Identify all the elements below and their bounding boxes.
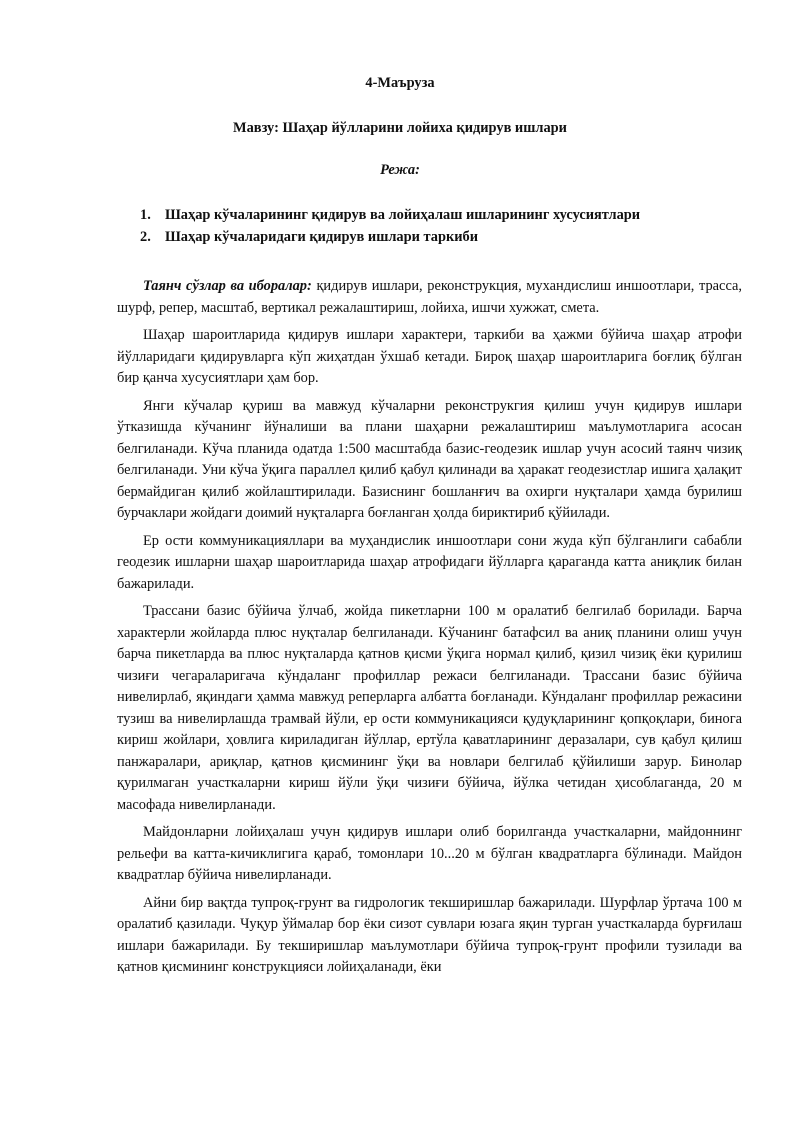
topic-title: Мавзу: Шаҳар йўлларини лойиха қидирув ишлари	[233, 120, 567, 136]
keywords-text: қидирув ишлари, реконструкция, мухандислиш иншоотлари, трасса, шурф, репер, масштаб, вертикал режалаштириш, лойиха, ишчи хужжат, смета.	[117, 278, 742, 316]
body-text	[117, 276, 742, 985]
plan-heading: Режа:	[380, 162, 420, 178]
paragraph: Шаҳар шароитларида қидирув ишлари характери, таркиби ва ҳажми бўйича шаҳар атрофи йўлларидаги қидирувларга кўп жиҳатдан ўхшаб кетади. Бироқ шаҳар шароитларига боғлиқ бўлган бир қанча хусусиятлари ҳам бор.	[117, 327, 742, 386]
paragraph: Янги кўчалар қуриш ва мавжуд кўчаларни реконструкгия қилиш учун қидирув ишлари ўтказишда кўчанинг йўналиши ва плани шаҳарни режалаштириш маълумотларига асосан белгиланади. Кўча планида одатда 1:500 масштабда базис-геодезик ишлар учун асосий таянч чизиқ белгиланади. Уни кўча ўқига параллел қилиб қабул қилинади ва ҳаракат геодезистлар ишига ҳалақит бермайдиган қилиб жойлаштирилади. Базиснинг бошланғич ва охирги нуқталари ҳамда бурилиш бурчаклари жойдаги доимий нуқталарга боғланган ҳолда бириктириб қўйилади.	[117, 397, 742, 521]
lecture-number-title: 4-Маъруза	[365, 75, 435, 91]
plan-item	[140, 204, 740, 226]
plan-list	[140, 204, 740, 248]
plan-item	[140, 226, 740, 248]
paragraph: Ер ости коммуникацияллари ва муҳандислик иншоотлари сони жуда кўп бўлганлиги сабабли геодезик ишларни шаҳар шароитларида шаҳар атрофидаги йўлларга қараганда катта аниқлик билан бажарилади.	[117, 532, 742, 592]
keywords-label: Таянч сўзлар ва иборалар:	[143, 278, 312, 294]
keywords-paragraph	[117, 276, 742, 319]
paragraph: Трассани базис бўйича ўлчаб, жойда пикетларни 100 м оралатиб белгилаб борилади. Барча характерли жойларда плюс нуқталар белгиланади. Кўчанинг батафсил ва аниқ планини олиш учун барча пикетларда ва плюс нуқталарда қатнов қисми ўқига нормал қилиб, қизил чизиқ ёки қурилиш чизиғи чегараларигача кўндаланг профиллар режаси белгиланади. Трассани базис бўйича нивелирлаб, яқиндаги ҳамма мавжуд реперларга албатта боғланади. Кўндаланг профиллар режасини тузиш ва нивелирлашда трамвай йўли, ер ости коммуникацияси қудуқларининг қопқоқлари, бинога кириш жойлари, ҳовлига кириладиган йўллар, ертўла қаватларининг деразалари, сув қабул қилиш панжаралари, ариқлар, қатнов қисмининг ўқи ва новлари белгилаб қўйилиши зарур. Бинолар қурилмаган участкаларни кириш йўли ўқи чизиғи бўйича, йўлка четидан ҳисоблаганда, 20 м масофада нивелирланади.	[117, 603, 742, 813]
paragraph: Айни бир вақтда тупроқ-грунт ва гидрологик текширишлар бажарилади. Шурфлар ўртача 100 м оралатиб қазилади. Чуқур ўймалар бор ёки сизот сувлари юзага яқин турган участкаларда бурғилаш ишлари бажарилади. Бу текширишлар маълумотлари бўйича тупроқ-грунт профили тузилади ва қатнов қисмининг конструкцияси лойиҳаланади, ёки	[117, 894, 742, 975]
plan-item-text: Шаҳар кўчаларининг қидирув ва лойиҳалаш ишларининг хусусиятлари	[165, 207, 641, 223]
plan-item-number: 2.	[140, 229, 151, 245]
plan-item-number: 1.	[140, 207, 151, 223]
plan-item-text: Шаҳар кўчаларидаги қидирув ишлари таркиби	[165, 229, 479, 245]
paragraph: Майдонларни лойиҳалаш учун қидирув ишлари олиб борилганда участкаларни, майдоннинг рельефи ва катта-кичиклигига қараб, томонлари 10...20 м бўлган квадратларга бўлинади. Майдон квадратлар бўйича нивелирланади.	[117, 824, 742, 883]
